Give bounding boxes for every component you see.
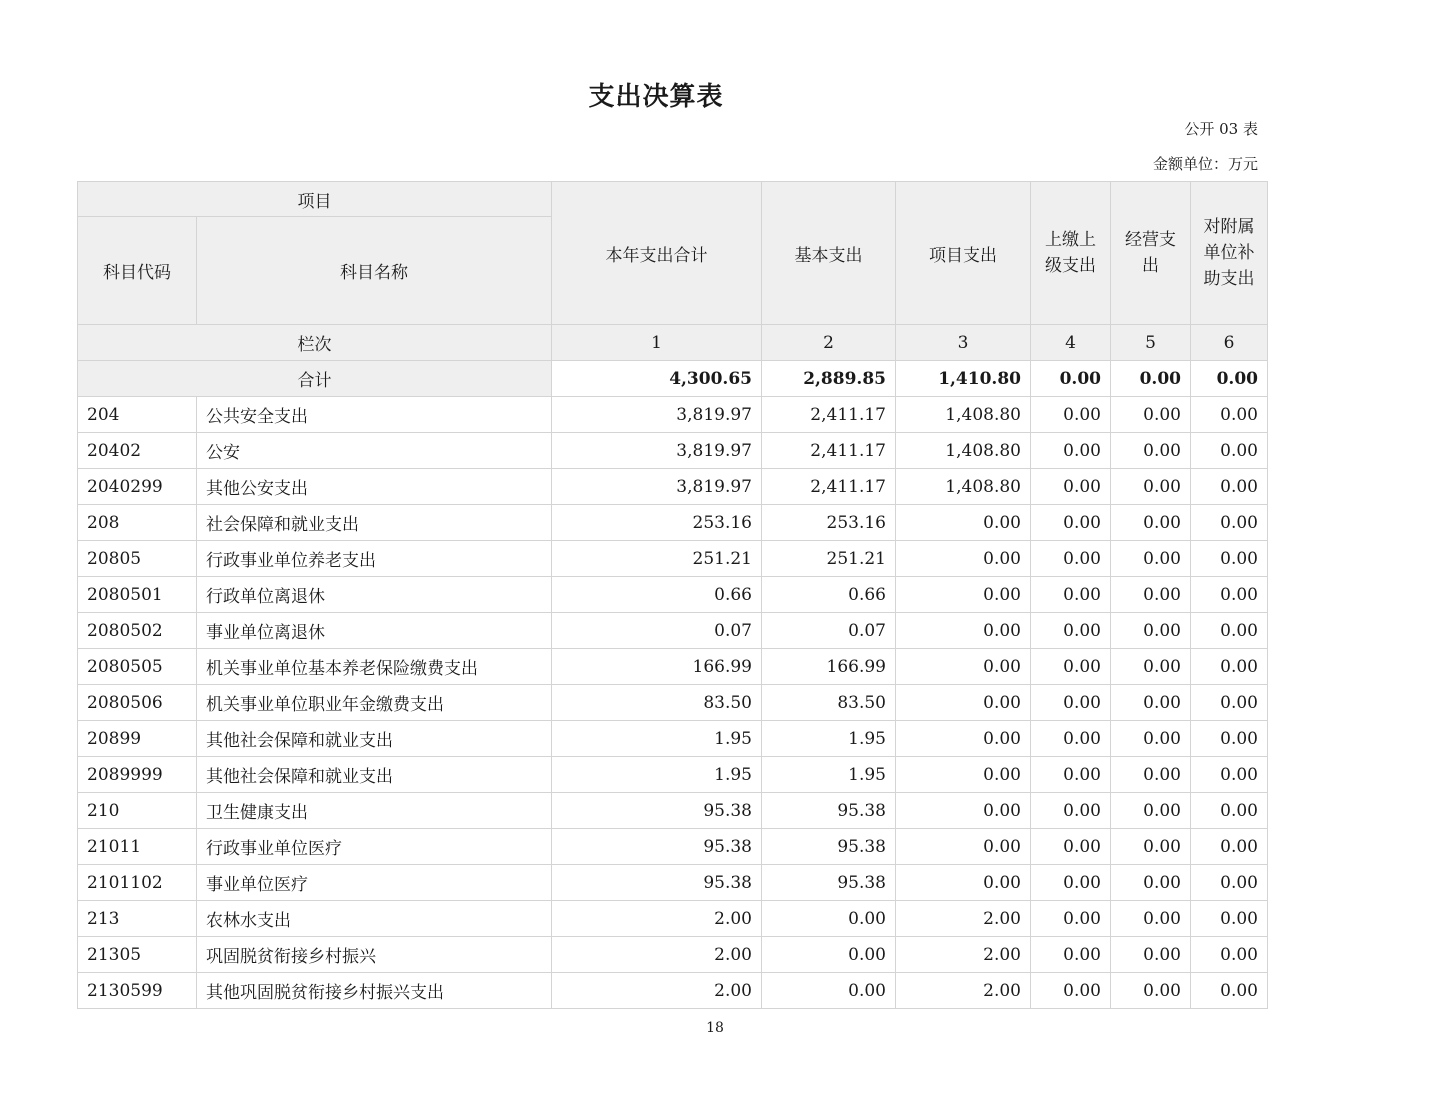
cell-upper: 0.00 <box>1031 973 1111 1009</box>
amount-unit: 金额单位：万元 <box>1152 155 1258 173</box>
cell-subsidy: 0.00 <box>1191 757 1268 793</box>
cell-upper: 0.00 <box>1031 541 1111 577</box>
cell-name: 公安 <box>197 433 552 469</box>
cell-basic: 95.38 <box>762 793 896 829</box>
cell-business: 0.00 <box>1111 469 1191 505</box>
total-subsidy: 0.00 <box>1191 361 1268 397</box>
header-item: 项目 <box>78 182 552 217</box>
column-index-5: 5 <box>1111 325 1191 361</box>
page-number: 18 <box>706 1020 724 1036</box>
cell-name: 公共安全支出 <box>197 397 552 433</box>
total-upper: 0.00 <box>1031 361 1111 397</box>
cell-basic: 83.50 <box>762 685 896 721</box>
cell-project: 0.00 <box>896 649 1031 685</box>
cell-total: 166.99 <box>552 649 762 685</box>
cell-total: 95.38 <box>552 793 762 829</box>
cell-total: 2.00 <box>552 937 762 973</box>
cell-code: 210 <box>78 793 197 829</box>
cell-business: 0.00 <box>1111 433 1191 469</box>
cell-upper: 0.00 <box>1031 793 1111 829</box>
cell-upper: 0.00 <box>1031 649 1111 685</box>
cell-subsidy: 0.00 <box>1191 433 1268 469</box>
table-row <box>78 613 1268 649</box>
header-total: 本年支出合计 <box>552 182 762 325</box>
cell-business: 0.00 <box>1111 649 1191 685</box>
cell-code: 20899 <box>78 721 197 757</box>
cell-basic: 1.95 <box>762 757 896 793</box>
cell-upper: 0.00 <box>1031 469 1111 505</box>
cell-subsidy: 0.00 <box>1191 721 1268 757</box>
header-code: 科目代码 <box>78 217 197 325</box>
cell-name: 巩固脱贫衔接乡村振兴 <box>197 937 552 973</box>
cell-upper: 0.00 <box>1031 433 1111 469</box>
header-subsidy: 对附属单位补助支出 <box>1191 182 1268 325</box>
cell-name: 行政事业单位养老支出 <box>197 541 552 577</box>
cell-project: 0.00 <box>896 829 1031 865</box>
cell-name: 卫生健康支出 <box>197 793 552 829</box>
cell-name: 社会保障和就业支出 <box>197 505 552 541</box>
page-title: 支出决算表 <box>588 82 724 112</box>
column-index-6: 6 <box>1191 325 1268 361</box>
cell-project: 0.00 <box>896 685 1031 721</box>
table-row <box>78 577 1268 613</box>
cell-total: 3,819.97 <box>552 469 762 505</box>
column-index-1: 1 <box>552 325 762 361</box>
total-business: 0.00 <box>1111 361 1191 397</box>
cell-code: 20805 <box>78 541 197 577</box>
table-row <box>78 685 1268 721</box>
cell-code: 2101102 <box>78 865 197 901</box>
cell-total: 0.07 <box>552 613 762 649</box>
cell-upper: 0.00 <box>1031 397 1111 433</box>
table-row <box>78 865 1268 901</box>
cell-subsidy: 0.00 <box>1191 937 1268 973</box>
total-project: 1,410.80 <box>896 361 1031 397</box>
cell-upper: 0.00 <box>1031 505 1111 541</box>
table-row <box>78 397 1268 433</box>
cell-subsidy: 0.00 <box>1191 649 1268 685</box>
cell-code: 2130599 <box>78 973 197 1009</box>
cell-business: 0.00 <box>1111 685 1191 721</box>
total-label: 合计 <box>78 361 552 397</box>
cell-upper: 0.00 <box>1031 901 1111 937</box>
cell-business: 0.00 <box>1111 577 1191 613</box>
cell-basic: 2,411.17 <box>762 397 896 433</box>
column-index-label: 栏次 <box>78 325 552 361</box>
cell-business: 0.00 <box>1111 865 1191 901</box>
table-row <box>78 829 1268 865</box>
cell-basic: 0.66 <box>762 577 896 613</box>
cell-subsidy: 0.00 <box>1191 793 1268 829</box>
cell-basic: 0.00 <box>762 901 896 937</box>
cell-subsidy: 0.00 <box>1191 397 1268 433</box>
cell-code: 2080502 <box>78 613 197 649</box>
cell-business: 0.00 <box>1111 505 1191 541</box>
cell-basic: 0.00 <box>762 937 896 973</box>
table-row <box>78 757 1268 793</box>
cell-name: 行政事业单位医疗 <box>197 829 552 865</box>
cell-project: 1,408.80 <box>896 397 1031 433</box>
cell-basic: 166.99 <box>762 649 896 685</box>
cell-code: 21305 <box>78 937 197 973</box>
cell-total: 83.50 <box>552 685 762 721</box>
table-row <box>78 973 1268 1009</box>
cell-code: 21011 <box>78 829 197 865</box>
cell-name: 事业单位离退休 <box>197 613 552 649</box>
table-row <box>78 793 1268 829</box>
cell-subsidy: 0.00 <box>1191 541 1268 577</box>
cell-total: 1.95 <box>552 721 762 757</box>
table-row <box>78 937 1268 973</box>
header-row-1 <box>78 182 1268 217</box>
cell-subsidy: 0.00 <box>1191 973 1268 1009</box>
cell-code: 2040299 <box>78 469 197 505</box>
form-number: 公开 03 表 <box>1184 120 1258 138</box>
cell-total: 3,819.97 <box>552 397 762 433</box>
cell-basic: 95.38 <box>762 829 896 865</box>
cell-name: 农林水支出 <box>197 901 552 937</box>
cell-subsidy: 0.00 <box>1191 901 1268 937</box>
cell-total: 3,819.97 <box>552 433 762 469</box>
cell-name: 行政单位离退休 <box>197 577 552 613</box>
cell-name: 其他公安支出 <box>197 469 552 505</box>
cell-subsidy: 0.00 <box>1191 685 1268 721</box>
table-row <box>78 469 1268 505</box>
cell-subsidy: 0.00 <box>1191 829 1268 865</box>
cell-project: 2.00 <box>896 973 1031 1009</box>
cell-upper: 0.00 <box>1031 685 1111 721</box>
header-upper: 上缴上级支出 <box>1031 182 1111 325</box>
cell-subsidy: 0.00 <box>1191 469 1268 505</box>
cell-name: 机关事业单位基本养老保险缴费支出 <box>197 649 552 685</box>
table-row <box>78 433 1268 469</box>
cell-project: 0.00 <box>896 757 1031 793</box>
cell-name: 机关事业单位职业年金缴费支出 <box>197 685 552 721</box>
cell-business: 0.00 <box>1111 901 1191 937</box>
cell-business: 0.00 <box>1111 721 1191 757</box>
cell-basic: 2,411.17 <box>762 469 896 505</box>
total-row <box>78 361 1268 397</box>
header-project: 项目支出 <box>896 182 1031 325</box>
cell-code: 2080501 <box>78 577 197 613</box>
cell-total: 2.00 <box>552 973 762 1009</box>
cell-total: 0.66 <box>552 577 762 613</box>
cell-upper: 0.00 <box>1031 829 1111 865</box>
cell-basic: 95.38 <box>762 865 896 901</box>
cell-name: 其他社会保障和就业支出 <box>197 757 552 793</box>
cell-project: 2.00 <box>896 901 1031 937</box>
cell-upper: 0.00 <box>1031 865 1111 901</box>
cell-business: 0.00 <box>1111 793 1191 829</box>
cell-project: 0.00 <box>896 613 1031 649</box>
column-index-2: 2 <box>762 325 896 361</box>
cell-name: 其他社会保障和就业支出 <box>197 721 552 757</box>
total-basic: 2,889.85 <box>762 361 896 397</box>
cell-subsidy: 0.00 <box>1191 865 1268 901</box>
cell-basic: 0.00 <box>762 973 896 1009</box>
table-row <box>78 649 1268 685</box>
cell-basic: 2,411.17 <box>762 433 896 469</box>
cell-project: 0.00 <box>896 541 1031 577</box>
cell-project: 0.00 <box>896 865 1031 901</box>
cell-code: 204 <box>78 397 197 433</box>
cell-project: 0.00 <box>896 793 1031 829</box>
cell-total: 2.00 <box>552 901 762 937</box>
cell-business: 0.00 <box>1111 541 1191 577</box>
cell-basic: 0.07 <box>762 613 896 649</box>
cell-name: 事业单位医疗 <box>197 865 552 901</box>
cell-total: 95.38 <box>552 865 762 901</box>
column-index-3: 3 <box>896 325 1031 361</box>
cell-subsidy: 0.00 <box>1191 613 1268 649</box>
cell-upper: 0.00 <box>1031 757 1111 793</box>
cell-project: 0.00 <box>896 577 1031 613</box>
cell-business: 0.00 <box>1111 973 1191 1009</box>
cell-project: 0.00 <box>896 505 1031 541</box>
cell-business: 0.00 <box>1111 613 1191 649</box>
cell-total: 251.21 <box>552 541 762 577</box>
cell-subsidy: 0.00 <box>1191 505 1268 541</box>
cell-total: 1.95 <box>552 757 762 793</box>
cell-code: 213 <box>78 901 197 937</box>
cell-subsidy: 0.00 <box>1191 577 1268 613</box>
table-row <box>78 721 1268 757</box>
cell-upper: 0.00 <box>1031 721 1111 757</box>
cell-upper: 0.00 <box>1031 937 1111 973</box>
cell-project: 2.00 <box>896 937 1031 973</box>
cell-business: 0.00 <box>1111 829 1191 865</box>
table-row <box>78 541 1268 577</box>
cell-total: 253.16 <box>552 505 762 541</box>
cell-upper: 0.00 <box>1031 613 1111 649</box>
cell-code: 20402 <box>78 433 197 469</box>
header-name: 科目名称 <box>197 217 552 325</box>
cell-business: 0.00 <box>1111 757 1191 793</box>
cell-basic: 251.21 <box>762 541 896 577</box>
cell-project: 1,408.80 <box>896 433 1031 469</box>
table-body <box>78 182 1268 1009</box>
cell-business: 0.00 <box>1111 397 1191 433</box>
total-total: 4,300.65 <box>552 361 762 397</box>
column-index-row <box>78 325 1268 361</box>
table-row <box>78 505 1268 541</box>
cell-project: 0.00 <box>896 721 1031 757</box>
cell-name: 其他巩固脱贫衔接乡村振兴支出 <box>197 973 552 1009</box>
header-basic: 基本支出 <box>762 182 896 325</box>
cell-code: 2080505 <box>78 649 197 685</box>
expenditure-table <box>77 181 1268 1009</box>
cell-total: 95.38 <box>552 829 762 865</box>
cell-upper: 0.00 <box>1031 577 1111 613</box>
table-row <box>78 901 1268 937</box>
cell-project: 1,408.80 <box>896 469 1031 505</box>
cell-basic: 253.16 <box>762 505 896 541</box>
header-business: 经营支出 <box>1111 182 1191 325</box>
cell-code: 208 <box>78 505 197 541</box>
column-index-4: 4 <box>1031 325 1111 361</box>
cell-code: 2080506 <box>78 685 197 721</box>
cell-basic: 1.95 <box>762 721 896 757</box>
cell-code: 2089999 <box>78 757 197 793</box>
cell-business: 0.00 <box>1111 937 1191 973</box>
